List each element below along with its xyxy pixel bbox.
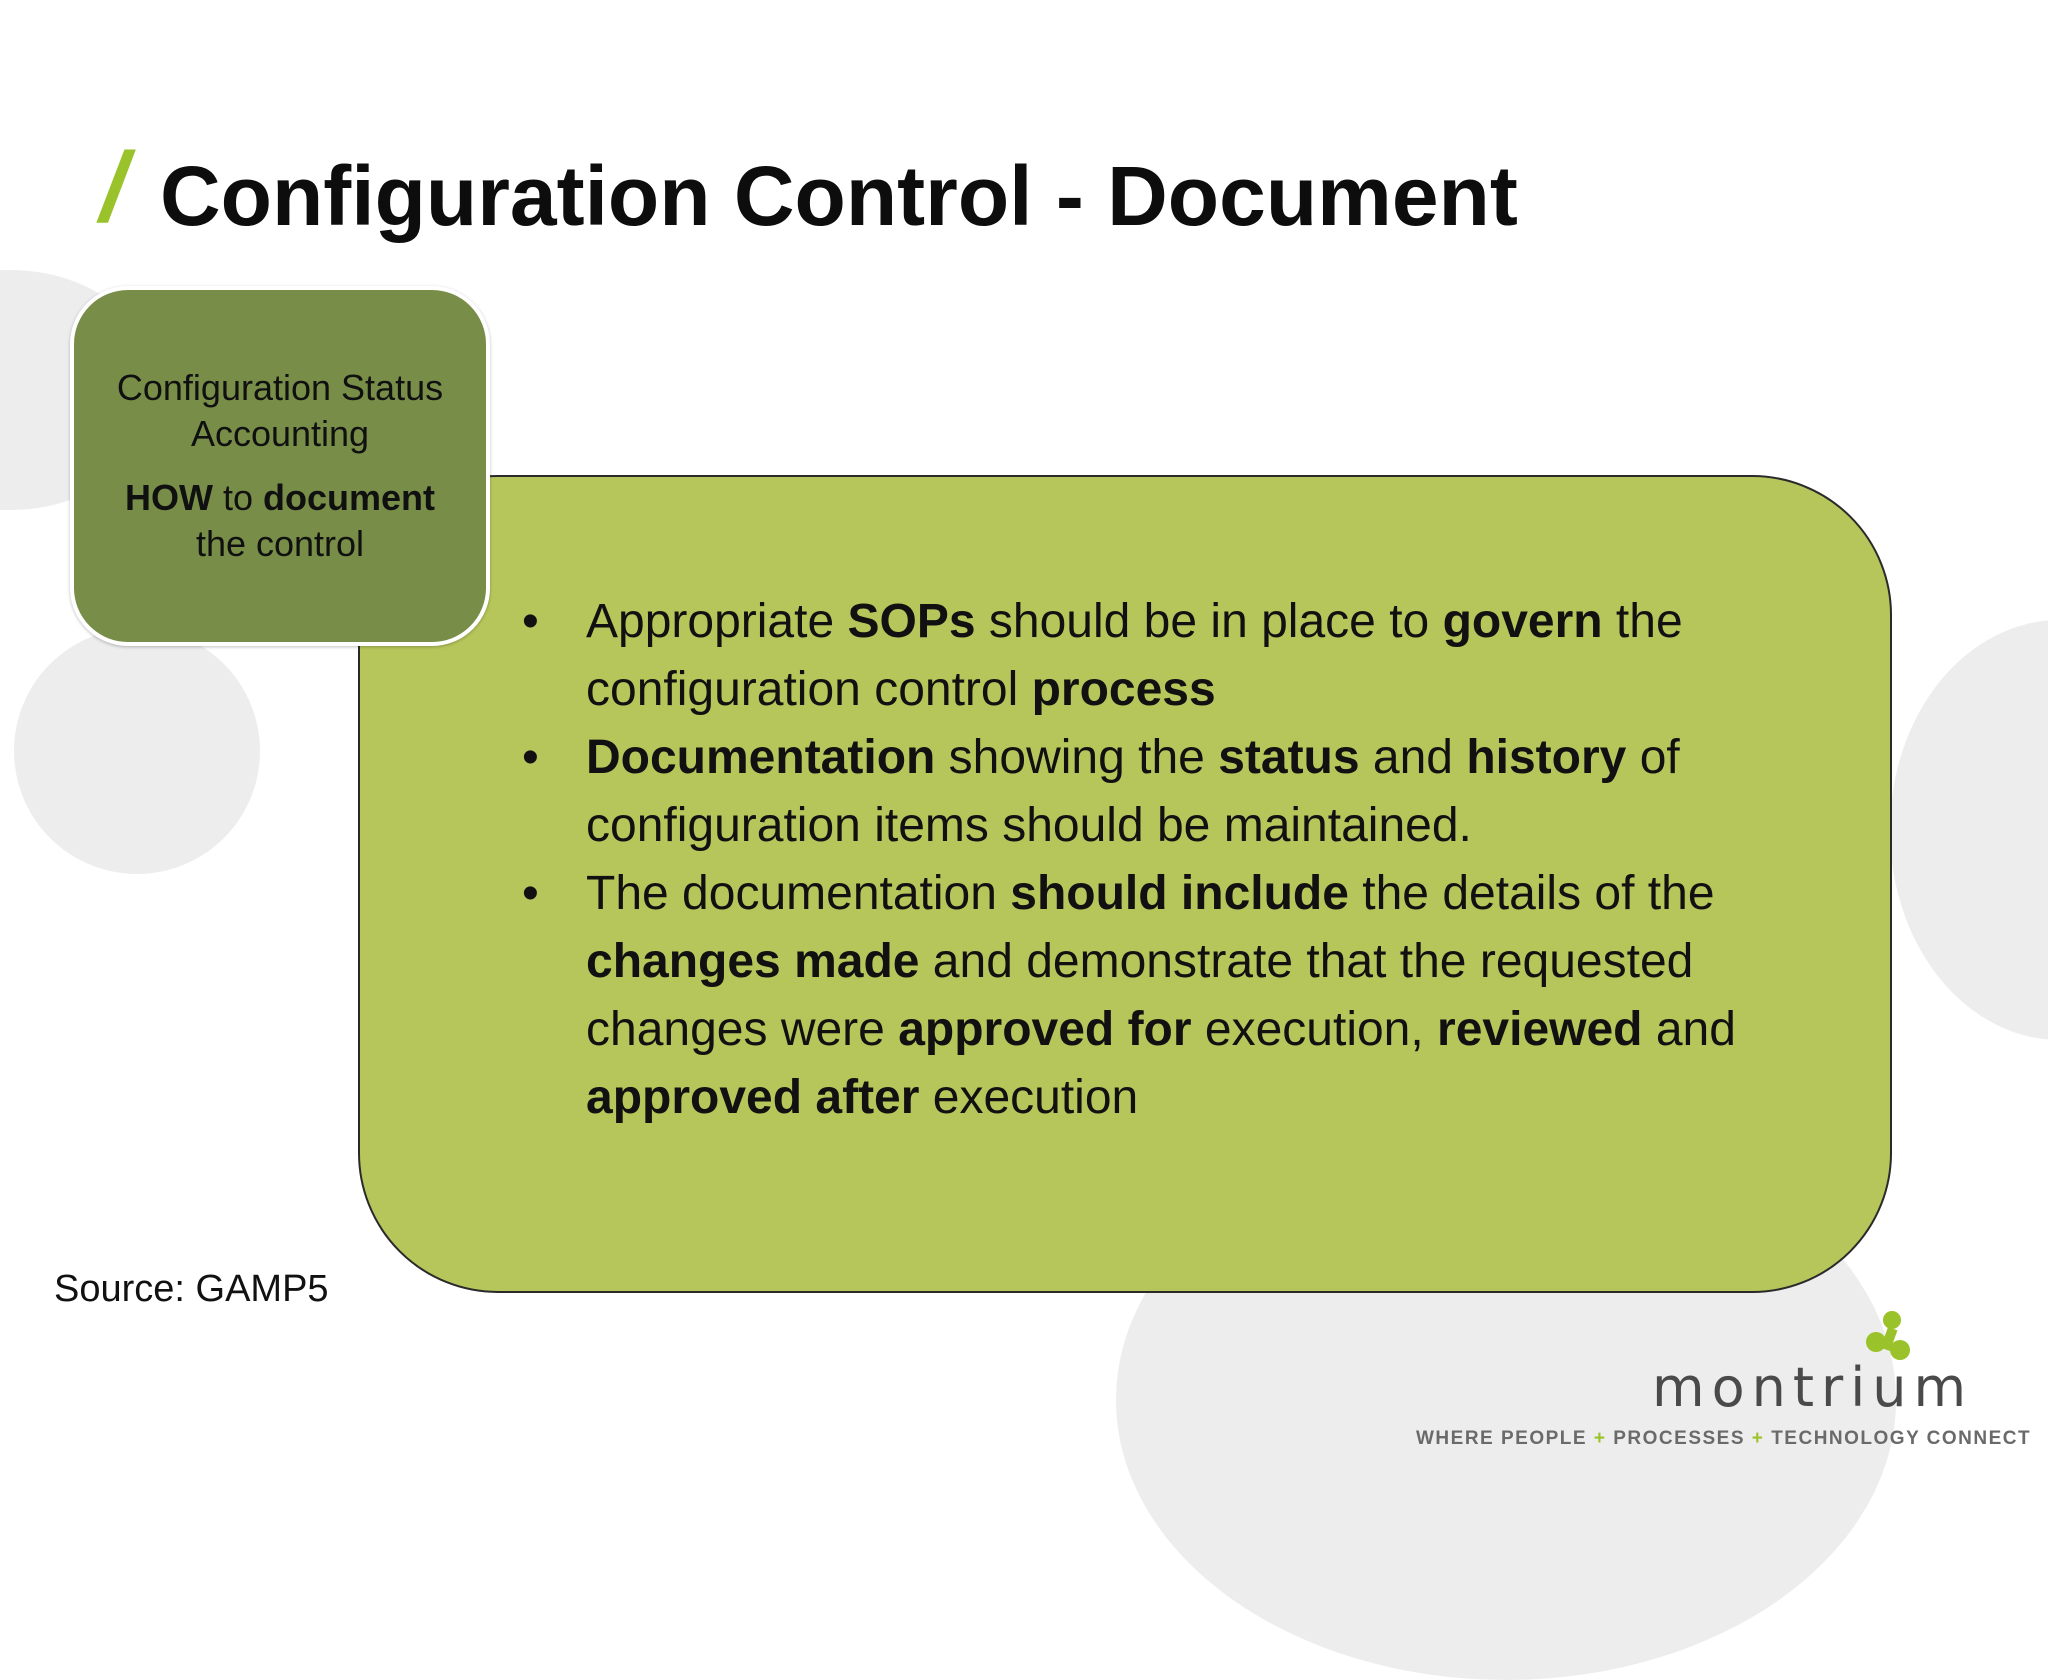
tagline-people: WHERE PEOPLE [1416, 1428, 1588, 1449]
bullet-emphasis: process [1031, 663, 1216, 716]
slide-title: Configuration Control - Document [160, 149, 1518, 243]
label-line-2: Accounting [190, 413, 370, 454]
bullet-text: and demonstrate that the requested changes were [586, 935, 1694, 1056]
bullet-emphasis: status [1218, 731, 1360, 784]
label-line-4: the control [195, 523, 365, 564]
bullet-item-sops [512, 588, 1832, 724]
background-circle-right-edge [1890, 620, 2048, 1040]
bullet-item-include-details [512, 860, 1832, 1132]
bullet-text: and [1642, 1003, 1736, 1056]
bullet-text: the configuration control [586, 595, 1683, 716]
tagline-technology: TECHNOLOGY CONNECT [1771, 1428, 2032, 1449]
background-circle-left-middle [14, 628, 260, 874]
label-to: to [212, 477, 263, 518]
tagline-plus-2: + [1751, 1428, 1765, 1449]
bullet-text: the details of the [1348, 867, 1715, 920]
montrium-wordmark: montrium [1652, 1356, 1974, 1419]
bullet-item-documentation [512, 724, 1832, 860]
bullet-text: The documentation [586, 867, 1011, 920]
bullet-text: of configuration items should be maintained. [586, 731, 1680, 852]
company-tagline [1416, 1428, 2031, 1450]
bullet-emphasis: Documentation [586, 731, 936, 784]
bullet-text: execution, [1191, 1003, 1438, 1056]
bullet-emphasis: SOPs [847, 595, 976, 648]
label-line-1: Configuration Status [116, 367, 444, 408]
bullet-dot: • [522, 731, 539, 784]
bullet-emphasis: changes made [586, 935, 920, 988]
bullet-text: Appropriate [586, 595, 848, 648]
bullet-emphasis: history [1466, 731, 1627, 784]
bullet-dot: • [522, 867, 539, 920]
tagline-plus-1: + [1593, 1428, 1607, 1449]
bullet-emphasis: reviewed [1437, 1003, 1643, 1056]
section-label-box [70, 286, 490, 646]
bullet-text: execution [919, 1071, 1139, 1124]
source-citation: Source: GAMP5 [54, 1268, 329, 1310]
bullet-text: showing the [935, 731, 1219, 784]
label-line-3 [125, 475, 435, 521]
bullet-emphasis: approved for [898, 1003, 1192, 1056]
bullet-text: and [1359, 731, 1467, 784]
bullet-emphasis: govern [1442, 595, 1603, 648]
bullet-emphasis: should include [1010, 867, 1349, 920]
label-document: document [263, 477, 436, 518]
bullet-list [512, 588, 1832, 1132]
bullet-emphasis: approved after [586, 1071, 920, 1124]
bullet-text: should be in place to [975, 595, 1443, 648]
bullet-dot: • [522, 595, 539, 648]
title-slash-accent: / [100, 132, 128, 242]
label-how: HOW [124, 477, 213, 518]
tagline-processes: PROCESSES [1613, 1428, 1746, 1449]
